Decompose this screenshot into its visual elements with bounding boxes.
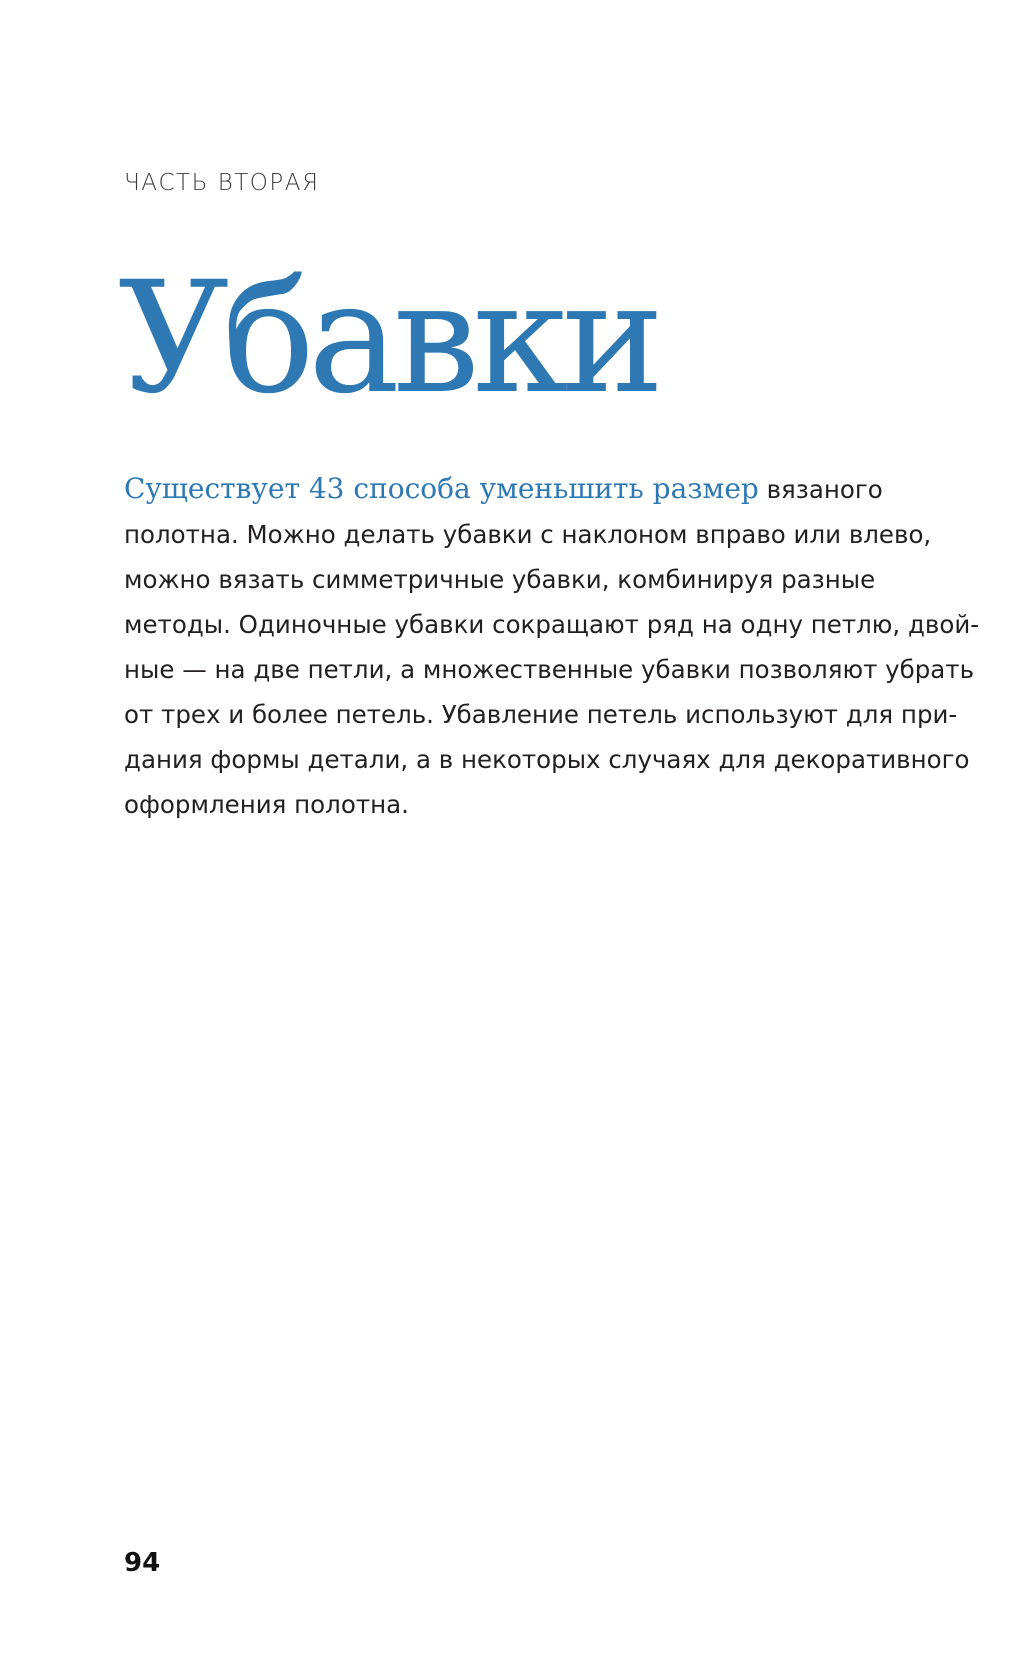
intro-line-6: от трех и более петель. Убавление петель используют для при-: [124, 700, 958, 729]
intro-paragraph: [124, 466, 980, 827]
intro-line-4: методы. Одиночные убавки сокращают ряд на одну петлю, двой-: [124, 610, 980, 639]
intro-line-2: полотна. Можно делать убавки с наклоном вправо или влево,: [124, 520, 932, 549]
intro-line-5: ные — на две петли, а множественные убавки позволяют убрать: [124, 655, 975, 684]
intro-line-7: дания формы детали, а в некоторых случаях для декоративного: [124, 745, 970, 774]
intro-lead: Существует 43 способа уменьшить размер: [124, 472, 759, 505]
intro-line-8: оформления полотна.: [124, 790, 409, 819]
intro-line-1-rest: вязаного: [766, 475, 883, 504]
page-number: 94: [124, 1548, 161, 1578]
intro-line-1: [124, 466, 904, 512]
chapter-title: Убавки: [118, 249, 658, 428]
section-label: ЧАСТЬ ВТОРАЯ: [124, 170, 320, 196]
intro-line-3: можно вязать симметричные убавки, комбинируя разные: [124, 565, 876, 594]
